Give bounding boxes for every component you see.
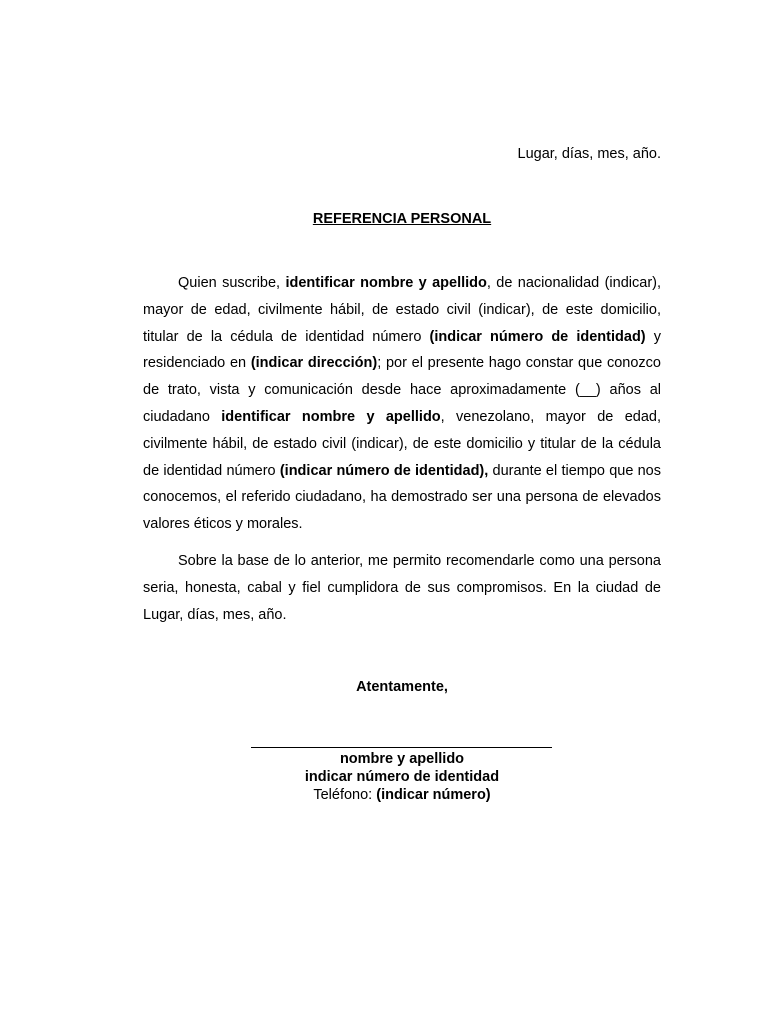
bold-placeholder-id: (indicar número de identidad), [279,462,489,479]
bold-placeholder-address: (indicar dirección) [250,355,378,372]
text-segment: Quien suscribe, [178,275,286,291]
paragraph-recommendation: Sobre la base de lo anterior, me permito recomendarle como una persona seria, honesta, cabal y fiel cumplidora de sus compromisos. En la ciudad de Lugar, días, mes, año. [143,552,661,623]
bold-placeholder-name: identificar nombre y apellido [285,275,487,291]
text-segment: , venezolano, mayor de edad, civilmente hábil, de estado civil (indicar), de este domicilio y titular de la cédula de identidad número [143,408,661,479]
signature-block [0,750,768,804]
phone-value: (indicar número) [376,787,491,803]
signature-line [251,747,552,748]
bold-placeholder-name: identificar nombre y apellido [221,408,441,425]
closing-salutation: Atentamente, [356,679,448,695]
text-segment: y residenciado en [143,328,661,372]
letter-body [143,270,661,628]
phone-label: Teléfono: [313,787,377,803]
text-segment: ; por el presente hago constar que conozco de trato, vista y comunicación desde hace aproximadamente (__) años al ciudadano [143,355,661,425]
document-title: REFERENCIA PERSONAL [312,211,492,227]
paragraph-reference [143,270,661,538]
signer-id: indicar número de identidad [304,769,500,785]
signer-name: nombre y apellido [339,751,465,767]
text-segment: , de nacionalidad (indicar), mayor de edad, civilmente hábil, de estado civil (indicar), de este domicilio, titular de la cédula de identidad número [143,275,662,345]
signer-phone [0,786,768,804]
date-line: Lugar, días, mes, año. [517,146,661,162]
bold-placeholder-id: (indicar número de identidad) [429,328,646,345]
text-segment: durante el tiempo que nos conocemos, el referido ciudadano, ha demostrado ser una persona de elevados valores éticos y morales. [143,462,661,533]
